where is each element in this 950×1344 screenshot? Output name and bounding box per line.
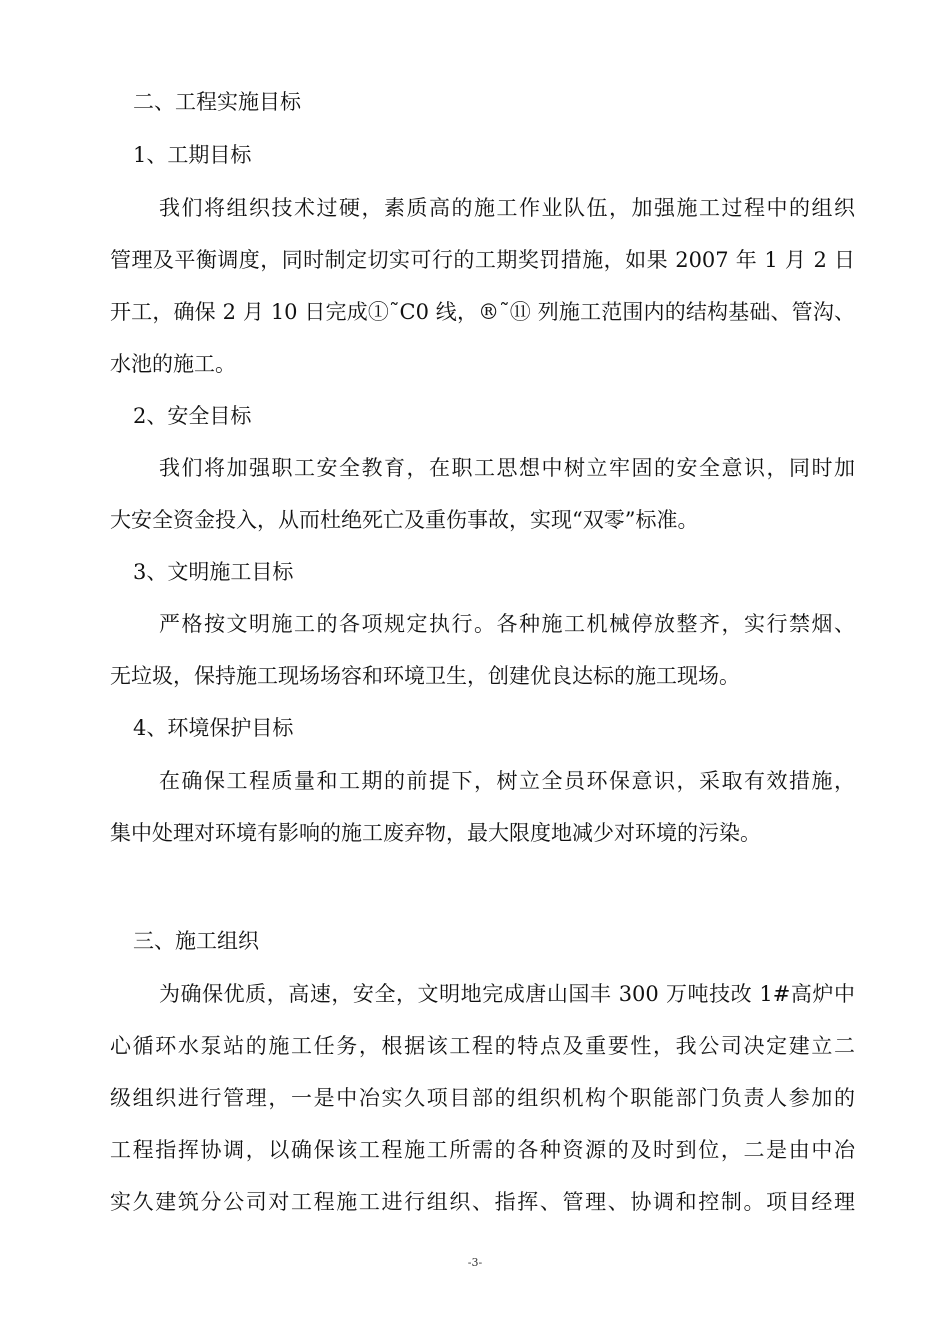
paragraph-line: 我们将组织技术过硬，素质高的施工作业队伍，加强施工过程中的组织	[159, 196, 855, 220]
subheading-environmental-protection-goal: 4、环境保护目标	[133, 716, 294, 740]
paragraph-line: 集中处理对环境有影响的施工废弃物，最大限度地减少对环境的污染。	[110, 821, 761, 845]
paragraph-line: 开工，确保 2 月 10 日完成①˜C0 线，®˜⑪ 列施工范围内的结构基础、管沟、	[110, 300, 855, 324]
paragraph-line: 我们将加强职工安全教育，在职工思想中树立牢固的安全意识，同时加	[159, 456, 855, 480]
subheading-safety-goal: 2、安全目标	[133, 404, 252, 428]
paragraph-line: 大安全资金投入，从而杜绝死亡及重伤事故，实现“双零”标准。	[110, 508, 699, 532]
section-heading-construction-organization: 三、施工组织	[133, 929, 259, 953]
paragraph-line: 工程指挥协调，以确保该工程施工所需的各种资源的及时到位，二是由中冶	[110, 1138, 855, 1162]
paragraph-line: 级组织进行管理，一是中冶实久项目部的组织机构个职能部门负责人参加的	[110, 1086, 855, 1110]
page-number: -3-	[467, 1256, 483, 1269]
section-heading-implementation-goals: 二、工程实施目标	[133, 90, 301, 114]
subheading-civilized-construction-goal: 3、文明施工目标	[133, 560, 294, 584]
subheading-schedule-goal: 1、工期目标	[133, 143, 252, 167]
paragraph-line: 严格按文明施工的各项规定执行。各种施工机械停放整齐，实行禁烟、	[159, 612, 855, 636]
paragraph-line: 为确保优质，高速，安全，文明地完成唐山国丰 300 万吨技改 1#高炉中	[159, 982, 855, 1006]
paragraph-line: 管理及平衡调度，同时制定切实可行的工期奖罚措施，如果 2007 年 1 月 2 日	[110, 248, 855, 272]
paragraph-line: 水池的施工。	[110, 352, 236, 376]
paragraph-line: 心循环水泵站的施工任务，根据该工程的特点及重要性，我公司决定建立二	[110, 1034, 855, 1058]
paragraph-line: 无垃圾，保持施工现场场容和环境卫生，创建优良达标的施工现场。	[110, 664, 740, 688]
paragraph-line: 在确保工程质量和工期的前提下，树立全员环保意识，采取有效措施，	[159, 769, 855, 793]
paragraph-line: 实久建筑分公司对工程施工进行组织、指挥、管理、协调和控制。项目经理	[110, 1190, 855, 1214]
